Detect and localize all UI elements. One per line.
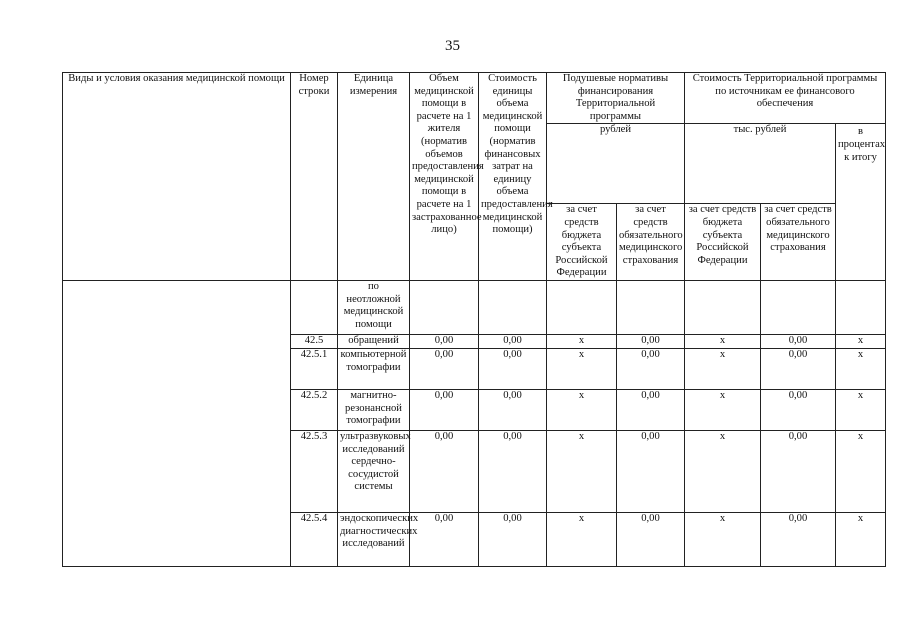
header-per-capita-group: Подушевые нормативы финансирования Территориальной программы [547, 73, 685, 124]
cell-pc-budget: x [547, 513, 617, 567]
cell-volume: 0,00 [410, 390, 479, 431]
cell-pc-budget: x [547, 335, 617, 349]
page-number: 35 [445, 38, 460, 54]
cell-unit: эндоскопических диагностических исследований [338, 513, 410, 567]
cell-unit: ультразвуковых исследований сердечно-сосудистой системы [338, 431, 410, 513]
cell-tc-oms: 0,00 [761, 335, 836, 349]
cell-cost: 0,00 [479, 349, 547, 390]
cell-percent: x [836, 431, 886, 513]
cell-volume: 0,00 [410, 335, 479, 349]
cell-pc-oms: 0,00 [617, 335, 685, 349]
cell-tc-oms: 0,00 [761, 431, 836, 513]
cell-unit: компьютерной томографии [338, 349, 410, 390]
header-types: Виды и условия оказания медицинской помощи [63, 73, 291, 281]
cell-row-number: 42.5 [291, 335, 338, 349]
cell-percent: x [836, 390, 886, 431]
cell-pc-budget: x [547, 390, 617, 431]
cell-cost: 0,00 [479, 390, 547, 431]
header-volume: Объем медицинской помощи в расчете на 1 жителя (норматив объемов предоставления медицинской помощи в расчете на 1 застрахованное лицо) [410, 73, 479, 281]
header-cost: Стоимость единицы объема медицинской помощи (норматив финансовых затрат на единицу объема предоставления медицинской помощи) [479, 73, 547, 281]
cell-tc-budget: x [685, 335, 761, 349]
cell-pc-oms: 0,00 [617, 431, 685, 513]
cell-tc-budget: x [685, 349, 761, 390]
cell-tc-budget: x [685, 513, 761, 567]
types-cell [63, 281, 291, 567]
cell-percent: x [836, 335, 886, 349]
cell-tc-oms: 0,00 [761, 349, 836, 390]
header-unit-rubles: рублей [547, 124, 685, 204]
cell-pc-oms: 0,00 [617, 513, 685, 567]
cell-tc-budget: x [685, 390, 761, 431]
cell-row-number: 42.5.3 [291, 431, 338, 513]
cell-row-number: 42.5.4 [291, 513, 338, 567]
cell-volume: 0,00 [410, 431, 479, 513]
header-unit: Единица измерения [338, 73, 410, 281]
cell-row-number: 42.5.2 [291, 390, 338, 431]
header-unit-thousand-rubles: тыс. рублей [685, 124, 836, 204]
cell-tc-oms: 0,00 [761, 513, 836, 567]
header-pc-budget: за счет средств бюджета субъекта Российской Федерации [547, 204, 617, 281]
cell-tc-oms: 0,00 [761, 390, 836, 431]
header-percent: в процентах к итогу [836, 124, 886, 281]
header-pc-oms: за счет средств обязательного медицинского страхования [617, 204, 685, 281]
cell-cost: 0,00 [479, 335, 547, 349]
cell-pc-oms: 0,00 [617, 349, 685, 390]
cell-pc-oms: 0,00 [617, 390, 685, 431]
cell-percent: x [836, 513, 886, 567]
header-tc-oms: за счет средств обязательного медицинского страхования [761, 204, 836, 281]
cell-volume: 0,00 [410, 349, 479, 390]
header-tc-budget: за счет средств бюджета субъекта Российской Федерации [685, 204, 761, 281]
cell-pc-budget: x [547, 349, 617, 390]
financing-table [62, 72, 886, 567]
cell-percent: x [836, 349, 886, 390]
cell-pc-budget: x [547, 431, 617, 513]
header-cost-sources-group: Стоимость Территориальной программы по источникам ее финансового обеспечения [685, 73, 886, 124]
intro-unit: по неотложной медицинской помощи [338, 281, 410, 335]
header-row-number: Номер строки [291, 73, 338, 281]
cell-row-number: 42.5.1 [291, 349, 338, 390]
cell-unit: магнитно-резонансной томографии [338, 390, 410, 431]
cell-cost: 0,00 [479, 431, 547, 513]
cell-unit: обращений [338, 335, 410, 349]
cell-cost: 0,00 [479, 513, 547, 567]
header-row-1 [63, 73, 886, 124]
cell-volume: 0,00 [410, 513, 479, 567]
cell-tc-budget: x [685, 431, 761, 513]
intro-row [63, 281, 886, 335]
